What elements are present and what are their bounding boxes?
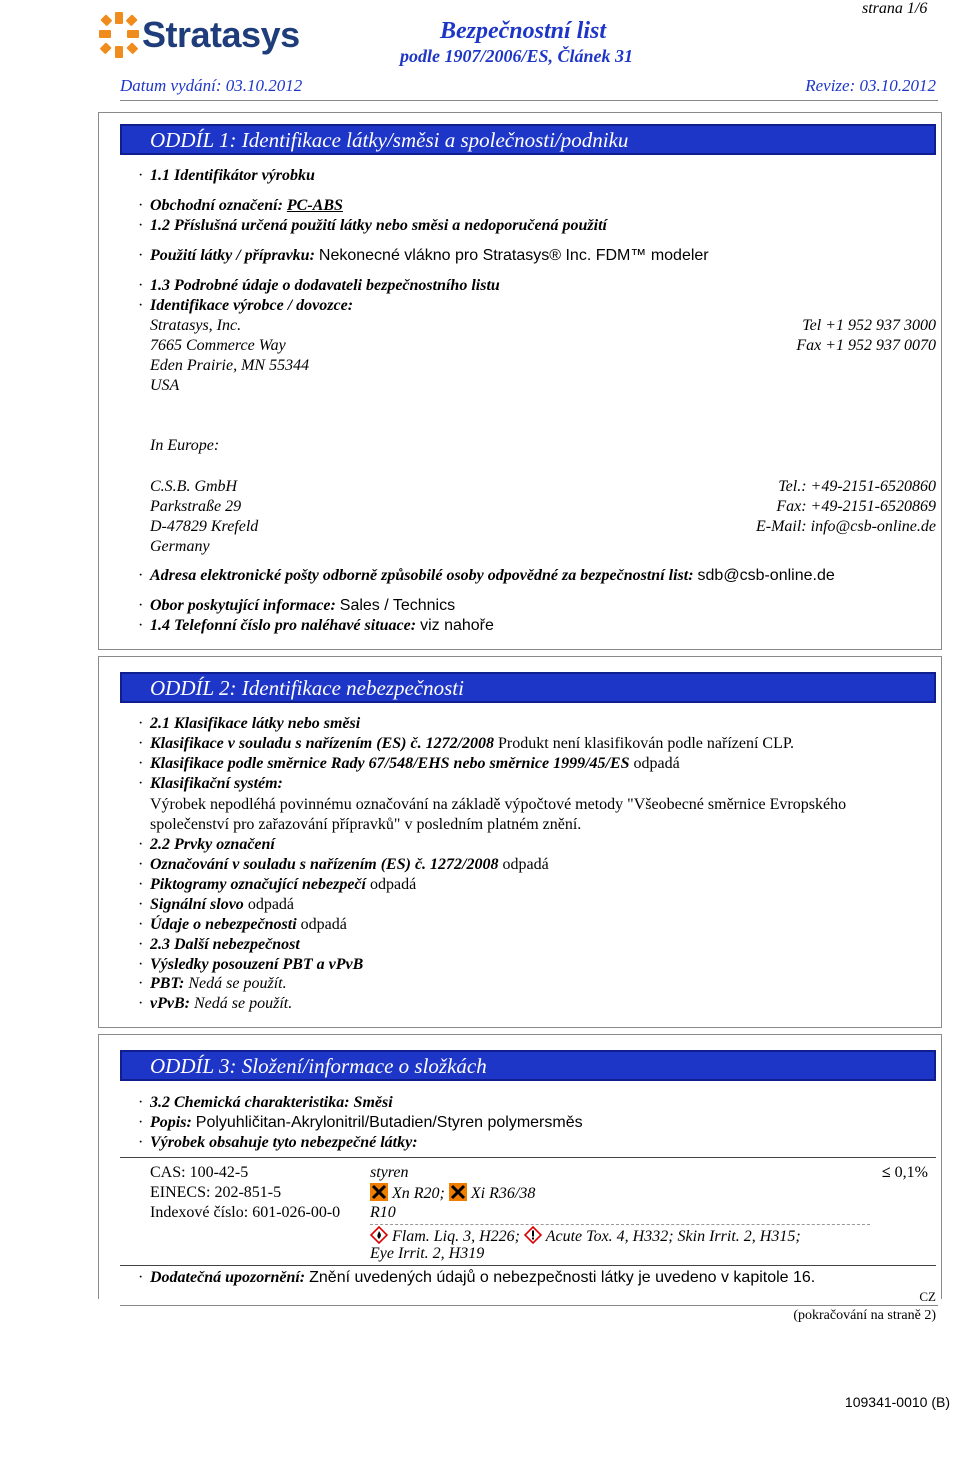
logo-wordmark: Stratasys xyxy=(142,14,300,55)
dsd-r10: R10 xyxy=(370,1204,396,1221)
product-use: · Použití látky / přípravku: Nekonecné vlákno pro Stratasys® Inc. FDM™ modeler xyxy=(138,247,709,264)
clp-classification: · Klasifikace v souladu s nařízením (ES) č. 1272/2008 Produkt není klasifikován podle nařízení CLP. xyxy=(138,735,794,752)
us-address-line: USA xyxy=(150,377,180,394)
classification-text: Výrobek nepodléhá povinnému označování na základě výpočtové metody "Všeobecné směrnice Evropského xyxy=(150,796,847,813)
us-phone: Tel +1 952 937 3000 xyxy=(802,317,936,334)
classification-system: · Klasifikační systém: xyxy=(138,775,283,792)
section-1-2: · 1.2 Příslušná určená použití látky nebo směsi a nedoporučená použití xyxy=(138,217,607,234)
eu-address-line: D-47829 Krefeld xyxy=(150,518,259,535)
section-1-heading: ODDÍL 1: Identifikace látky/směsi a společnosti/podniku xyxy=(120,124,936,155)
directive-classification: · Klasifikace podle směrnice Rady 67/548/EHS nebo směrnice 1999/45/ES odpadá xyxy=(138,755,680,772)
clp-classification-line: Flam. Liq. 3, H226; Acute Tox. 4, H332; Skin Irrit. 2, H315; xyxy=(370,1226,801,1247)
section-2-heading: ODDÍL 2: Identifikace nebezpečnosti xyxy=(120,672,936,703)
pictograms: · Piktogramy označující nebezpečí odpadá xyxy=(138,876,417,893)
harmful-x-icon xyxy=(370,1183,388,1201)
section-1-3: · 1.3 Podrobné údaje o dodavateli bezpečnostního listu xyxy=(138,277,500,294)
irritant-x-icon xyxy=(449,1183,467,1201)
section-2-2: · 2.2 Prvky označení xyxy=(138,836,275,853)
eu-fax: Fax: +49-2151-6520869 xyxy=(776,498,936,515)
table-top-rule xyxy=(120,1157,936,1158)
einecs-number: EINECS: 202-851-5 xyxy=(150,1184,282,1201)
description: · Popis: Polyuhličitan-Akrylonitril/Butadien/Styren polymersměs xyxy=(138,1114,583,1131)
hazard-statements: · Údaje o nebezpečnosti odpadá xyxy=(138,916,347,933)
info-department: · Obor poskytující informace: Sales / Technics xyxy=(138,597,456,614)
us-fax: Fax +1 952 937 0070 xyxy=(796,337,936,354)
signal-word: · Signální slovo odpadá xyxy=(138,896,295,913)
exclamation-pictogram-icon xyxy=(524,1226,542,1244)
section-3-heading: ODDÍL 3: Složení/informace o složkách xyxy=(120,1050,936,1081)
row-separator xyxy=(370,1224,870,1225)
clp-classification-line: Eye Irrit. 2, H319 xyxy=(370,1245,485,1262)
eu-phone: Tel.: +49-2151-6520860 xyxy=(778,478,936,495)
trade-name: · Obchodní označení: PC-ABS xyxy=(138,197,343,214)
eu-address-line: Parkstraße 29 xyxy=(150,498,242,515)
section-2-3: · 2.3 Další nebezpečnost xyxy=(138,936,300,953)
pbt: · PBT: Nedá se použít. xyxy=(138,975,287,992)
substance-name: styren xyxy=(370,1164,409,1181)
table-bottom-rule xyxy=(120,1265,936,1266)
europe-label: In Europe: xyxy=(150,437,220,454)
pbt-results: · Výsledky posouzení PBT a vPvB xyxy=(138,956,364,973)
eu-email: E-Mail: info@csb-online.de xyxy=(755,518,936,535)
section-2-1: · 2.1 Klasifikace látky nebo směsi xyxy=(138,715,361,732)
index-number: Indexové číslo: 601-026-00-0 xyxy=(150,1204,341,1221)
stratasys-logo xyxy=(98,10,320,60)
us-address-line: 7665 Commerce Way xyxy=(150,337,286,354)
eu-address-line: C.S.B. GmbH xyxy=(150,478,238,495)
document-subtitle: podle 1907/2006/ES, Článek 31 xyxy=(400,46,634,66)
header-divider xyxy=(120,100,938,101)
manufacturer-label: · Identifikace výrobce / dovozce: xyxy=(138,297,354,314)
eu-address-line: Germany xyxy=(150,538,210,555)
classification-text: společenství pro zařazování přípravků" v posledním platném znění. xyxy=(150,816,582,833)
sds-email: · Adresa elektronické pošty odborně způsobilé osoby odpovědné za bezpečnostní list: sdb@csb-online.de xyxy=(138,567,835,584)
language-code: CZ xyxy=(919,1289,936,1304)
issue-date: Datum vydání: 03.10.2012 xyxy=(120,76,303,95)
section-3-2: · 3.2 Chemická charakteristika: Směsi xyxy=(138,1094,393,1111)
revision-date: Revize: 03.10.2012 xyxy=(805,76,936,95)
emergency-phone: · 1.4 Telefonní číslo pro naléhavé situace: viz nahoře xyxy=(138,617,494,634)
vpvb: · vPvB: Nedá se použít. xyxy=(138,995,293,1012)
flame-pictogram-icon xyxy=(370,1226,388,1244)
concentration: ≤ 0,1% xyxy=(881,1164,928,1181)
cas-number: CAS: 100-42-5 xyxy=(150,1164,249,1181)
hazardous-substances-label: · Výrobek obsahuje tyto nebezpečné látky: xyxy=(138,1134,418,1151)
us-address-line: Eden Prairie, MN 55344 xyxy=(150,357,310,374)
continued-note: (pokračování na straně 2) xyxy=(793,1308,936,1323)
dsd-classification: Xn R20; Xi R36/38 xyxy=(370,1183,535,1204)
us-address-line: Stratasys, Inc. xyxy=(150,317,242,334)
labelling: · Označování v souladu s nařízením (ES) č. 1272/2008 odpadá xyxy=(138,856,549,873)
document-code: 109341-0010 (B) xyxy=(844,1394,950,1410)
logo-mark-icon xyxy=(98,10,140,60)
page-number: strana 1/6 xyxy=(862,0,928,17)
footer-divider xyxy=(120,1305,938,1306)
additional-note: · Dodatečná upozornění: Znění uvedených údajů o nebezpečnosti látky je uvedeno v kapitole 16. xyxy=(138,1269,816,1286)
section-1-1: · 1.1 Identifikátor výrobku xyxy=(138,167,315,184)
document-title: Bezpečnostní list xyxy=(440,18,607,44)
